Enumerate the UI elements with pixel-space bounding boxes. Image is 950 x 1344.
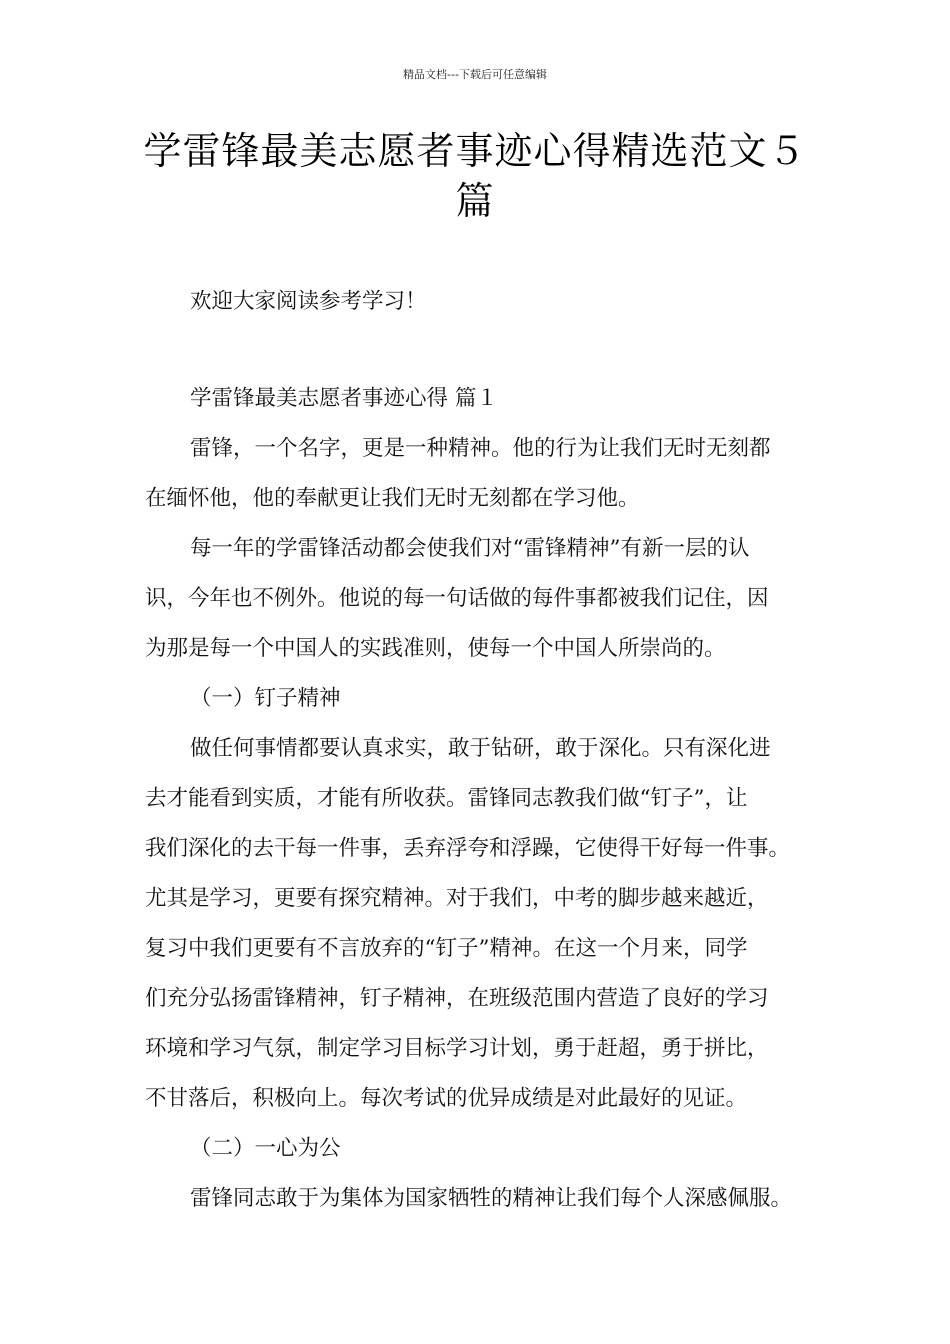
document-title: [140, 126, 810, 226]
paragraph-4: [145, 1174, 825, 1224]
section-heading: 学雷锋最美志愿者事迹心得 篇１: [190, 386, 498, 411]
title-line-1: 学雷锋最美志愿者事迹心得精选范文５: [143, 129, 807, 173]
paragraph-line: 尤其是学习，更要有探究精神。对于我们，中考的脚步越来越近，: [145, 886, 769, 911]
paragraph-line: 们充分弘扬雷锋精神，钉子精神，在班级范围内营造了良好的学习: [145, 986, 769, 1011]
subheading-2: [145, 1124, 825, 1174]
paragraph-line: 雷锋同志敢于为集体为国家牺牲的精神让我们每个人深感佩服。: [190, 1186, 793, 1211]
subheading-1: [145, 674, 825, 724]
article-body: [145, 374, 825, 1224]
title-line-2: 篇: [455, 179, 495, 223]
subheading-line: （二）一心为公: [190, 1136, 341, 1161]
paragraph-3: [145, 724, 825, 1124]
paragraph-line: 不甘落后，积极向上。每次考试的优异成绩是对此最好的见证。: [145, 1086, 748, 1111]
header-note: 精品文档---下载后可任意编辑: [403, 68, 547, 81]
subheading-line: （一）钉子精神: [190, 686, 341, 711]
paragraph-line: 复习中我们更要有不言放弃的“钉子”精神。在这一个月来，同学: [145, 936, 748, 961]
paragraph-line: 做任何事情都要认真求实，敢于钻研，敢于深化。只有深化进: [190, 736, 771, 761]
paragraph-1: [145, 424, 825, 524]
paragraph-line: 每一年的学雷锋活动都会使我们对“雷锋精神”有新一层的认: [190, 536, 750, 561]
paragraph-line: 为那是每一个中国人的实践准则，使每一个中国人所崇尚的。: [145, 636, 726, 661]
paragraph-line: 我们深化的去干每一件事，丢弃浮夸和浮躁，它使得干好每一件事。: [145, 836, 791, 861]
paragraph-line: 去才能看到实质，才能有所收获。雷锋同志教我们做“钉子”，让: [145, 786, 748, 811]
paragraph-line: 雷锋，一个名字，更是一种精神。他的行为让我们无时无刻都: [190, 436, 771, 461]
paragraph-line: 在缅怀他，他的奉献更让我们无时无刻都在学习他。: [145, 486, 640, 511]
welcome-text: [145, 277, 825, 327]
paragraph-line: 环境和学习气氛，制定学习目标学习计划，勇于赶超，勇于拼比，: [145, 1036, 769, 1061]
welcome-line: 欢迎大家阅读参考学习！: [190, 289, 427, 314]
paragraph-line: 识，今年也不例外。他说的每一句话做的每件事都被我们记住，因: [145, 586, 769, 611]
paragraph-2: [145, 524, 825, 674]
